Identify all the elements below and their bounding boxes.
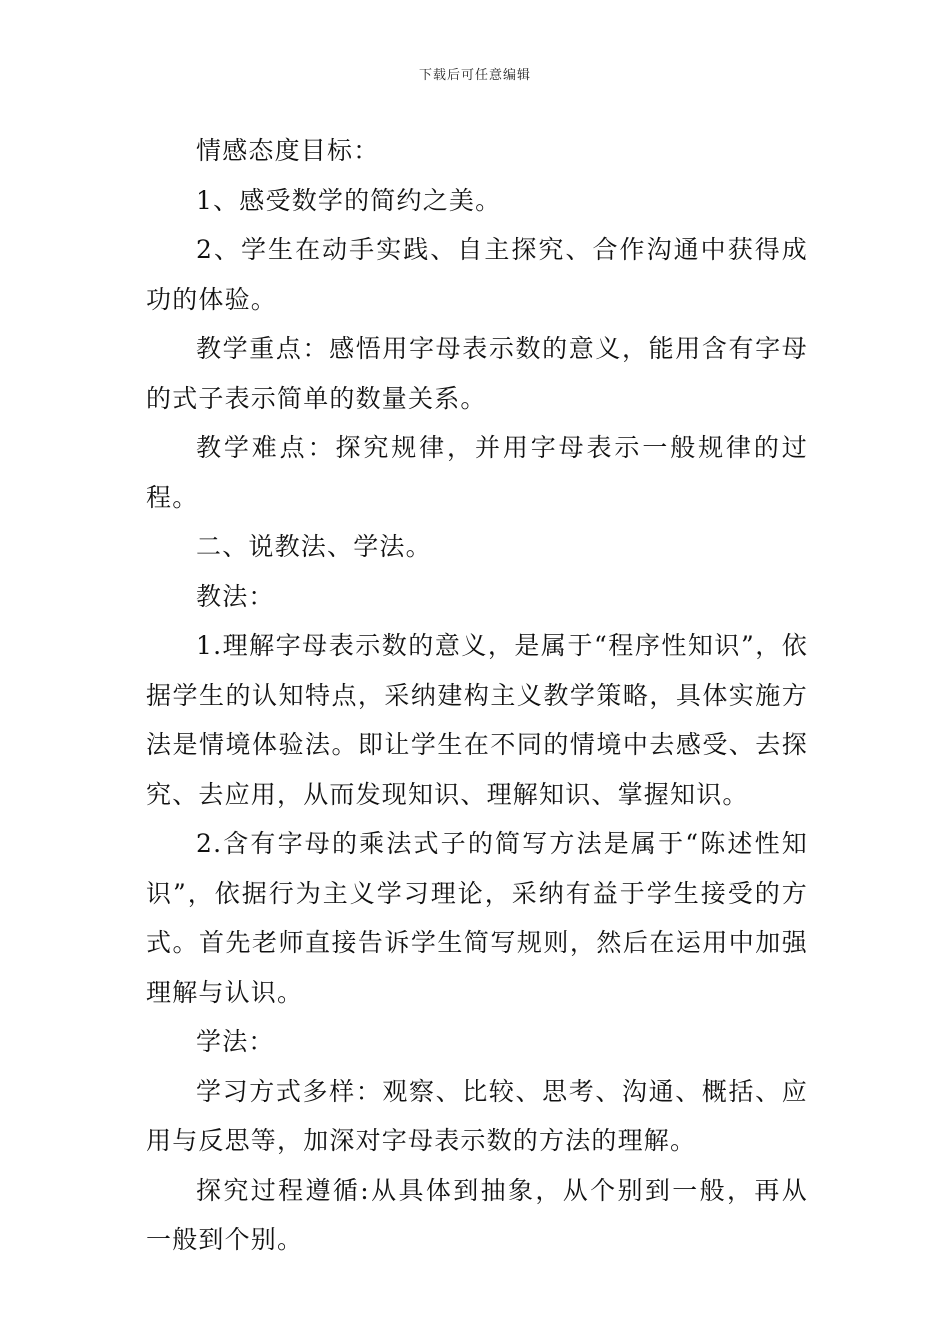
paragraph-inquiry-process: 探究过程遵循:从具体到抽象，从个别到一般，再从一般到个别。 [146,1175,808,1254]
paragraph-section-two-heading: 二、说教法、学法。 [196,532,432,561]
paragraph-goal-2: 2、学生在动手实践、自主探究、合作沟通中获得成功的体验。 [146,235,808,314]
page-header: 下载后可任意编辑 [418,68,531,83]
paragraph-difficulties: 教学难点：探究规律，并用字母表示一般规律的过程。 [146,433,808,512]
paragraph-learning-method-1: 学习方式多样：观察、比较、思考、沟通、概括、应用与反思等，加深对字母表示数的方法的理解。 [146,1076,808,1155]
paragraph-teaching-method-2: 2.含有字母的乘法式子的简写方法是属于“陈述性知识”，依据行为主义学习理论，采纳有益于学生接受的方式。首先老师直接告诉学生简写规则，然后在运用中加强理解与认识。 [146,829,808,1007]
paragraph-teaching-method-heading: 教法： [196,581,275,611]
paragraph-key-points: 教学重点：感悟用字母表示数的意义，能用含有字母的式子表示简单的数量关系。 [146,334,808,413]
paragraph-goal-1: 1、感受数学的简约之美。 [196,185,502,215]
paragraph-learning-method-heading: 学法： [196,1027,275,1056]
paragraph-teaching-method-1: 1.理解字母表示数的意义，是属于“程序性知识”，依据学生的认知特点，采纳建构主义教学策略，具体实施方法是情境体验法。即让学生在不同的情境中去感受、去探究、去应用，从而发现知识、理解知识、掌握知识。 [146,631,808,809]
document-body [146,126,808,1265]
paragraph-affective-goal-heading: 情感态度目标： [196,136,380,165]
